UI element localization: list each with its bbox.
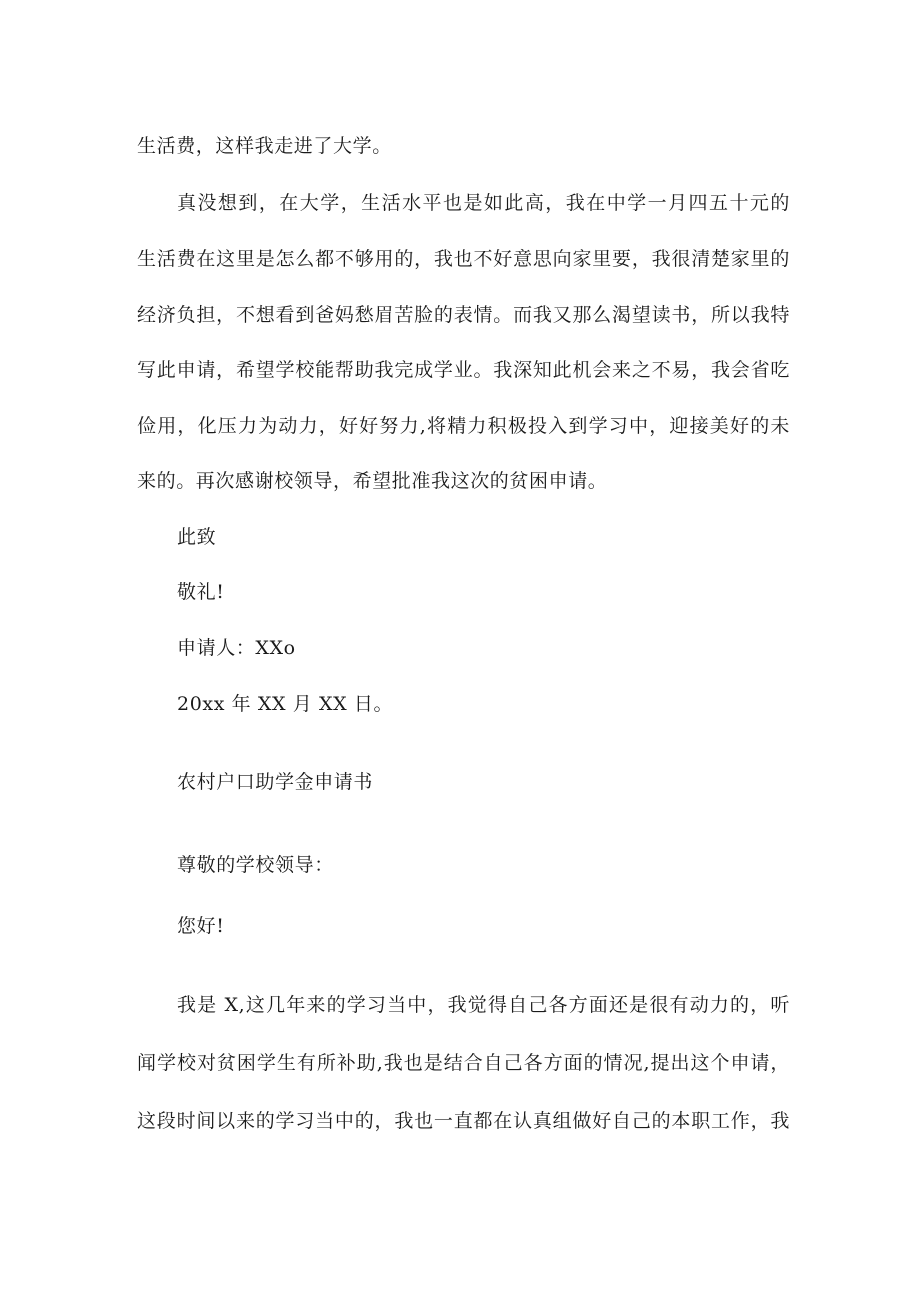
paragraph-line: 写此申请，希望学校能帮助我完成学业。我深知此机会来之不易，我会省吃 <box>137 359 790 381</box>
paragraph-line: 真没想到，在大学，生活水平也是如此高，我在中学一月四五十元的 <box>177 192 790 214</box>
applicant-line: 申请人：XXo <box>177 637 296 659</box>
paragraph-line: 我是 X,这几年来的学习当中，我觉得自己各方面还是很有动力的，听 <box>177 994 790 1016</box>
closing-line: 敬礼! <box>177 581 225 603</box>
paragraph-line: 生活费，这样我走进了大学。 <box>137 135 392 157</box>
paragraph-line: 来的。再次感谢校领导，希望批准我这次的贫困申请。 <box>137 470 608 492</box>
greeting: 您好! <box>177 915 225 937</box>
closing-line: 此致 <box>177 526 217 548</box>
paragraph-line: 生活费在这里是怎么都不够用的，我也不好意思向家里要，我很清楚家里的 <box>137 248 790 270</box>
date-line: 20xx 年 XX 月 XX 日。 <box>177 693 394 715</box>
paragraph-line: 闻学校对贫困学生有所补助,我也是结合自己各方面的情况,提出这个申请， <box>137 1052 790 1074</box>
section-title: 农村户口助学金申请书 <box>177 771 374 793</box>
paragraph-line: 俭用，化压力为动力，好好努力,将精力积极投入到学习中，迎接美好的未 <box>137 415 790 437</box>
paragraph-line: 经济负担，不想看到爸妈愁眉苦脸的表情。而我又那么渴望读书，所以我特 <box>137 304 790 326</box>
paragraph-line: 这段时间以来的学习当中的，我也一直都在认真组做好自己的本职工作，我 <box>137 1110 790 1132</box>
salutation: 尊敬的学校领导： <box>177 854 334 876</box>
